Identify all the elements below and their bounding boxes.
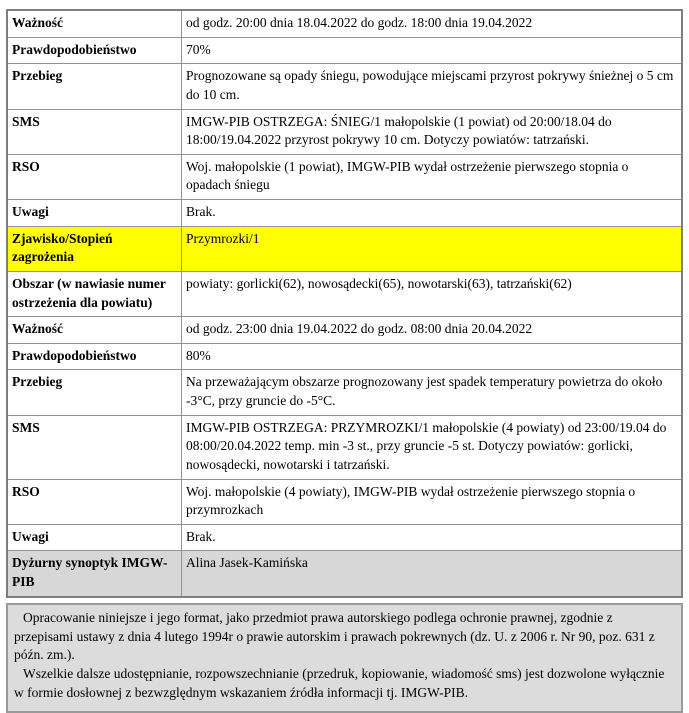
row-value: Alina Jasek-Kamińska (182, 551, 683, 597)
table-row-probability-2 (7, 343, 682, 370)
table-row-area (7, 271, 682, 316)
row-value: IMGW-PIB OSTRZEGA: PRZYMROZKI/1 małopolskie (4 powiaty) od 23:00/19.04 do 08:00/20.04.2022 temp. min -3 st., przy gruncie -5 st. Dotyczy powiatów: gorlicki, nowosądecki, nowotarski i tatrzański. (182, 415, 683, 479)
table-row-course-1 (7, 64, 682, 109)
row-value: Woj. małopolskie (4 powiaty), IMGW-PIB wydał ostrzeżenie pierwszego stopnia o przymrozkach (182, 479, 683, 524)
row-value: Brak. (182, 524, 683, 551)
row-value: powiaty: gorlicki(62), nowosądecki(65), nowotarski(63), tatrzański(62) (182, 271, 683, 316)
row-label: Przebieg (7, 64, 182, 109)
row-label: Prawdopodobieństwo (7, 37, 182, 64)
row-label: Obszar (w nawiasie numer ostrzeżenia dla powiatu) (7, 271, 182, 316)
copyright-notice (6, 603, 683, 713)
row-label: Ważność (7, 317, 182, 344)
table-row-remarks-2 (7, 524, 682, 551)
row-label: Zjawisko/Stopień zagrożenia (7, 226, 182, 271)
row-label: Uwagi (7, 200, 182, 227)
row-value: Prognozowane są opady śniegu, powodujące miejscami przyrost pokrywy śnieżnej o 5 cm do 10 cm. (182, 64, 683, 109)
table-row-duty-forecaster (7, 551, 682, 597)
row-value: 70% (182, 37, 683, 64)
row-label: Przebieg (7, 370, 182, 415)
row-label: Prawdopodobieństwo (7, 343, 182, 370)
warning-table (6, 9, 683, 598)
table-row-course-2 (7, 370, 682, 415)
table-row-validity-1 (7, 10, 682, 37)
row-label: RSO (7, 154, 182, 199)
row-value: 80% (182, 343, 683, 370)
table-row-sms-1 (7, 109, 682, 154)
row-value: Brak. (182, 200, 683, 227)
row-label: Dyżurny synoptyk IMGW-PIB (7, 551, 182, 597)
row-label: SMS (7, 415, 182, 479)
table-row-probability-1 (7, 37, 682, 64)
row-label: Uwagi (7, 524, 182, 551)
row-value: od godz. 20:00 dnia 18.04.2022 do godz. 18:00 dnia 19.04.2022 (182, 10, 683, 37)
row-label: RSO (7, 479, 182, 524)
table-row-phenomenon-highlighted (7, 226, 682, 271)
table-row-remarks-1 (7, 200, 682, 227)
table-row-rso-2 (7, 479, 682, 524)
row-label: Ważność (7, 10, 182, 37)
row-label: SMS (7, 109, 182, 154)
row-value: Przymrozki/1 (182, 226, 683, 271)
table-row-rso-1 (7, 154, 682, 199)
distribution-paragraph: Wszelkie dalsze udostępnianie, rozpowszechnianie (przedruk, kopiowanie, wiadomość sms) jest dozwolone wyłącznie w formie dosłownej z bezwzględnym wskazaniem źródła informacji tj. IMGW-PIB. (14, 666, 665, 701)
table-row-validity-2 (7, 317, 682, 344)
row-value: Na przeważającym obszarze prognozowany jest spadek temperatury powietrza do około -3°C, przy gruncie do -5°C. (182, 370, 683, 415)
table-row-sms-2 (7, 415, 682, 479)
copyright-paragraph: Opracowanie niniejsze i jego format, jako przedmiot prawa autorskiego podlega ochronie prawnej, zgodnie z przepisami ustawy z dnia 4 lutego 1994r o prawie autorskim i prawach pokrewnych (dz. U. z 2006 r. Nr 90, poz. 631 z późn. zm.). (14, 609, 655, 663)
row-value: Woj. małopolskie (1 powiat), IMGW-PIB wydał ostrzeżenie pierwszego stopnia o opadach śniegu (182, 154, 683, 199)
row-value: od godz. 23:00 dnia 19.04.2022 do godz. 08:00 dnia 20.04.2022 (182, 317, 683, 344)
row-value: IMGW-PIB OSTRZEGA: ŚNIEG/1 małopolskie (1 powiat) od 20:00/18.04 do 18:00/19.04.2022 przyrost pokrywy 10 cm. Dotyczy powiatów: tatrzański. (182, 109, 683, 154)
